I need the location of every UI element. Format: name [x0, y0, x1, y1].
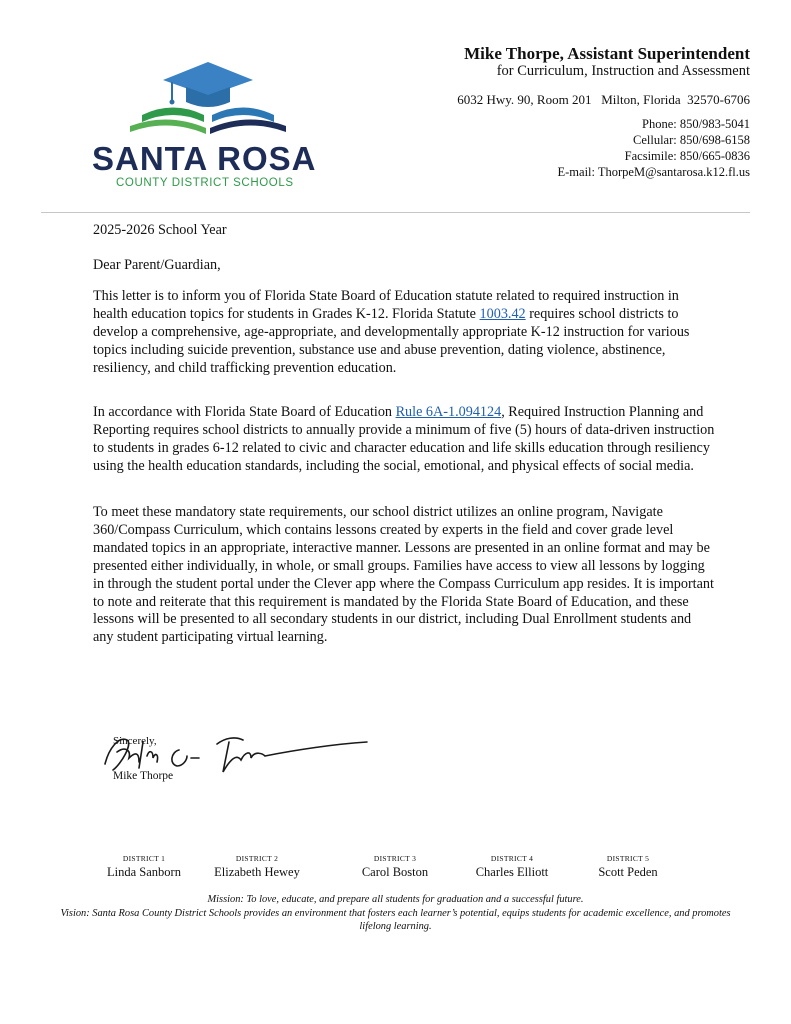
sender-name: Mike Thorpe, Assistant Superintendent: [464, 44, 750, 63]
board-member-name: Charles Elliott: [475, 865, 549, 879]
signer-name: Mike Thorpe: [113, 770, 174, 782]
board-member: [563, 854, 693, 880]
board-member-name: Elizabeth Hewey: [214, 865, 300, 879]
paragraph-1-text-a: This letter is to inform you of Florida State Board of Education statute related to required instruction in health education topics for students in Grades K-12. Florida Statute: [93, 288, 679, 322]
logo-wordmark: SANTA ROSA: [92, 140, 317, 177]
statute-link[interactable]: 1003.42: [479, 305, 526, 322]
board-district: DISTRICT 3: [373, 854, 417, 863]
sender-email: E-mail: ThorpeM@santarosa.k12.fl.us: [557, 165, 750, 179]
school-year: 2025-2026 School Year: [93, 222, 227, 238]
board-member: [79, 854, 209, 880]
rule-link[interactable]: Rule 6A-1.094124: [395, 404, 502, 420]
sender-cellular: Cellular: 850/698-6158: [633, 133, 750, 147]
closing: Sincerely,: [113, 735, 157, 747]
paragraph-1: [93, 288, 715, 378]
sender-facsimile: Facsimile: 850/665-0836: [624, 149, 750, 163]
board-member: [192, 854, 322, 880]
header-divider: [41, 212, 750, 213]
paragraph-3: To meet these mandatory state requirements, our school district utilizes an online program, Navigate 360/Compass Curriculum, which contains lessons created by experts in the field and cover grade level mandated topics in an appropriate, interactive manner. Lessons are presented in an online format and may be presented either individually, in whole, or small groups. Families have access to view all lessons by logging in through the student portal under the Clever app where the Compass Curriculum app resides. It is important to note and reiterate that this requirement is mandated by the Florida State Board of Education, and these lessons will be presented to all secondary students in our district, including Dual Enrollment students and any student participating virtual learning.: [93, 504, 714, 646]
board-district: DISTRICT 4: [490, 854, 534, 863]
board-member: [447, 854, 577, 880]
board-district: DISTRICT 2: [235, 854, 279, 863]
board-member-name: Linda Sanborn: [107, 865, 181, 879]
mission-statement: Mission: To love, educate, and prepare all students for graduation and a successful future.: [207, 894, 584, 905]
sender-role: for Curriculum, Instruction and Assessment: [496, 63, 750, 79]
paragraph-1-text-b: requires school districts to develop a comprehensive, age-appropriate, and developmentally appropriate K-12 instruction for various topics including suicide prevention, substance use and abuse prevention, dating violence, abstinence, resiliency, and child trafficking prevention education.: [93, 305, 690, 376]
paragraph-2-text-a: In accordance with Florida State Board of Education: [93, 404, 396, 420]
logo-subtitle: COUNTY DISTRICT SCHOOLS: [116, 177, 294, 189]
board-member: [330, 854, 460, 880]
board-member-name: Carol Boston: [361, 865, 429, 879]
district-logo-icon: [128, 60, 318, 140]
salutation: Dear Parent/Guardian,: [93, 257, 221, 273]
sender-phone: Phone: 850/983-5041: [642, 117, 750, 131]
board-district: DISTRICT 1: [122, 854, 166, 863]
paragraph-2: [93, 404, 715, 476]
vision-statement: Vision: Santa Rosa County District Schools provides an environment that fosters each learner’s potential, equips students for academic excellence, and promotes lifelong learning.: [60, 908, 731, 932]
sender-address: 6032 Hwy. 90, Room 201 Milton, Florida 32570-6706: [457, 92, 750, 107]
board-district: DISTRICT 5: [606, 854, 650, 863]
board-member-name: Scott Peden: [598, 865, 658, 879]
paragraph-2-text-b: , Required Instruction Planning and Reporting requires school districts to annually provide a minimum of five (5) hours of data-driven instruction to students in grades 6-12 related to civic and character education and life skills education through resiliency using the health education standards, including the social, emotional, and physical effects of social media.: [93, 404, 715, 474]
